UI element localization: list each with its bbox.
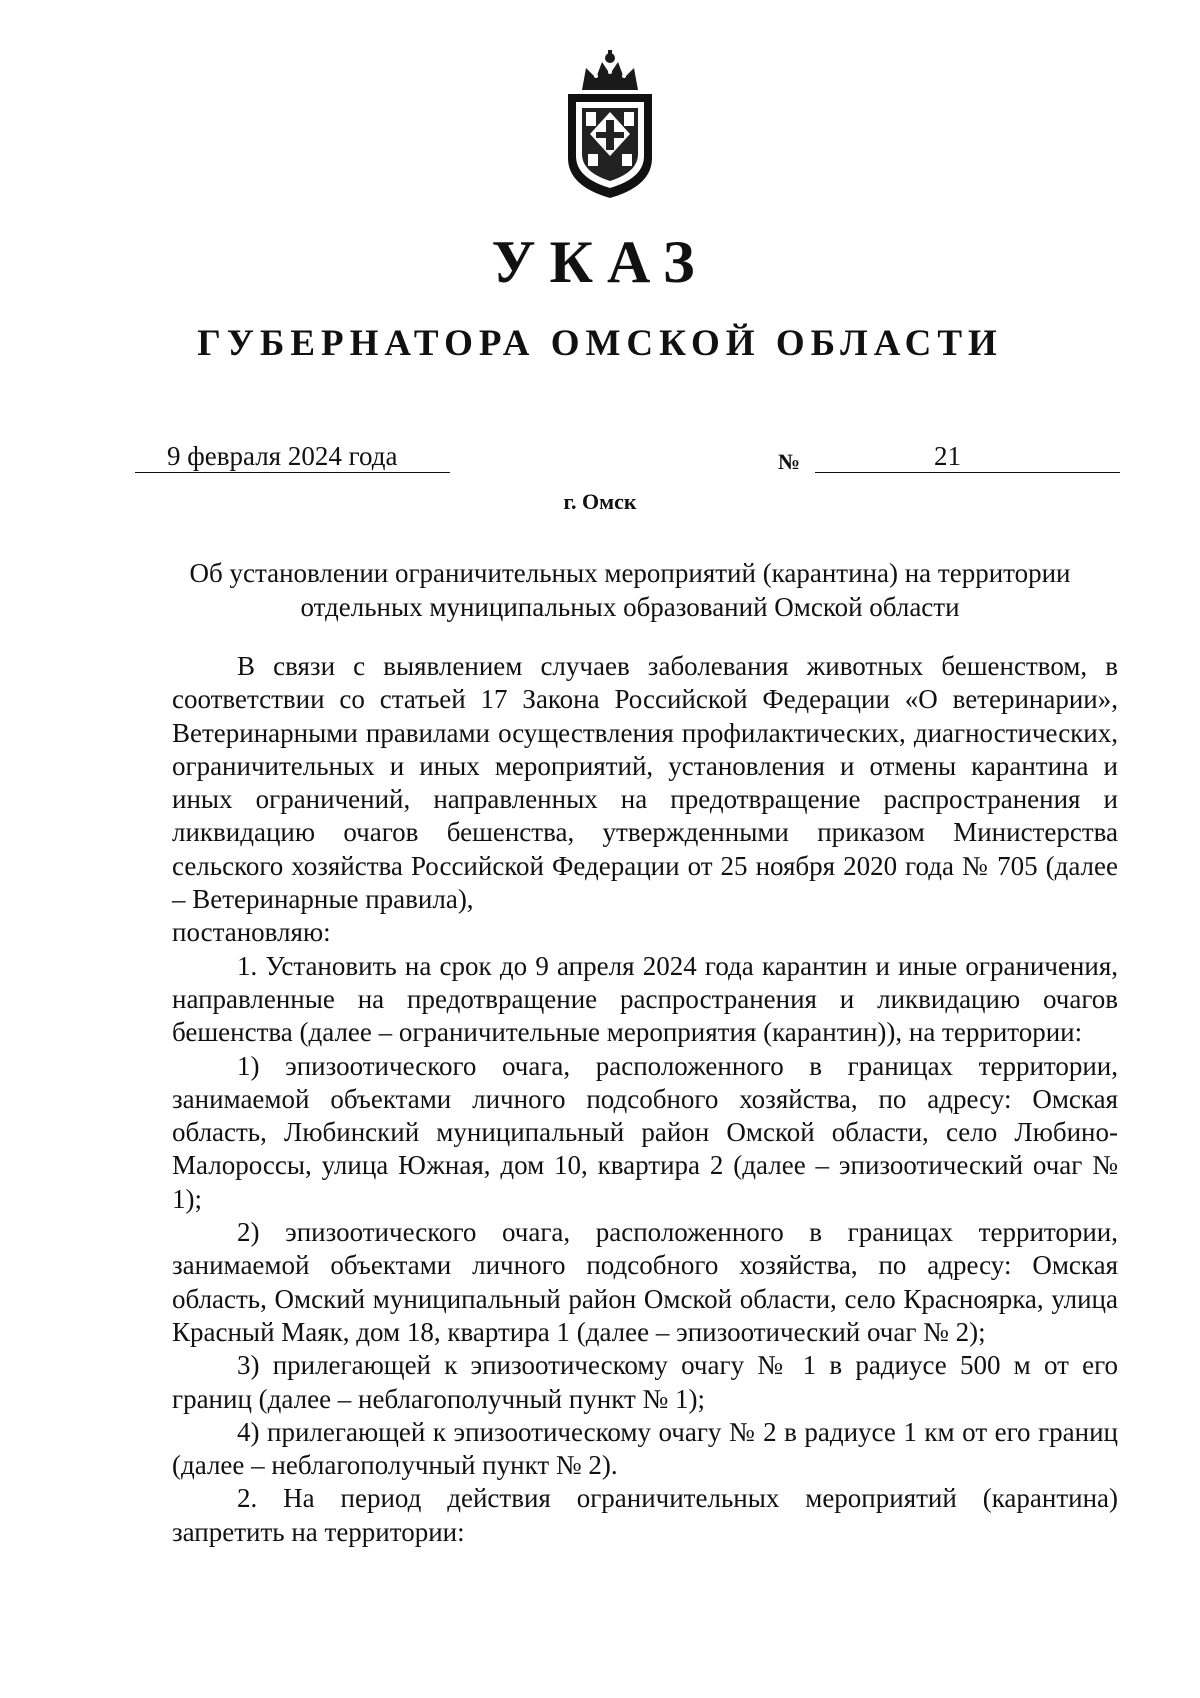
city-name: г. Омск bbox=[563, 489, 637, 514]
crown-icon bbox=[582, 50, 638, 90]
date-field bbox=[135, 440, 450, 473]
paragraph-preamble: В связи с выявлением случаев заболевания животных бешенством, в соответствии со статьей 17 Закона Российской Федерации «О ветеринарии», Ветеринарными правилами осуществления профилактических, диагностических, ограничительных и иных мероприятий, установления и отмены карантина и иных ограничений, направленных на предотвращение распространения и ликвидацию очагов бешенства, утвержденными приказом Министерства сельского хозяйства Российской Федерации от 25 ноября 2020 года № 705 (далее – Ветеринарные правила), bbox=[172, 651, 1118, 915]
document-subtitle: ГУБЕРНАТОРА ОМСКОЙ ОБЛАСТИ bbox=[197, 323, 1003, 364]
paragraph-decree: постановляю: bbox=[172, 917, 331, 948]
number-label: № bbox=[778, 449, 801, 474]
document-body bbox=[172, 650, 1118, 1549]
paragraph-item-1: 1. Установить на срок до 9 апреля 2024 года карантин и иные ограничения, направленные на предотвращение распространения и ликвидацию очагов бешенства (далее – ограничительные мероприятия (карантин)), на территории: bbox=[172, 950, 1118, 1048]
number-value: 21 bbox=[934, 441, 961, 471]
coat-of-arms-emblem bbox=[550, 50, 670, 200]
number-field bbox=[815, 440, 1120, 473]
paragraph-subitem-3: 3) прилегающей к эпизоотическому очагу № 1 в радиусе 500 м от его границ (далее – неблагополучный пункт № 1); bbox=[172, 1350, 1118, 1414]
paragraph-subitem-4: 4) прилегающей к эпизоотическому очагу № 2 в радиусе 1 км от его границ (далее – неблагополучный пункт № 2). bbox=[172, 1416, 1118, 1481]
document-title: УКАЗ bbox=[491, 229, 709, 295]
shield-icon bbox=[568, 94, 652, 198]
date-value: 9 февраля 2024 года bbox=[167, 441, 398, 471]
paragraph-subitem-1: 1) эпизоотического очага, расположенного в границах территории, занимаемой объектами личного подсобного хозяйства, по адресу: Омская область, Любинский муниципальный район Омской области, село Любино-Малороссы, улица Южная, дом 10, квартира 2 (далее – эпизоотический очаг № 1); bbox=[172, 1050, 1118, 1214]
document-heading: Об установлении ограничительных мероприятий (карантина) на территории отдельных муниципальных образований Омской области bbox=[189, 558, 1071, 622]
paragraph-subitem-2: 2) эпизоотического очага, расположенного в границах территории, занимаемой объектами личного подсобного хозяйства, по адресу: Омская область, Омский муниципальный район Омской области, село Красноярка, улица Красный Маяк, дом 18, квартира 1 (далее – эпизоотический очаг № 2); bbox=[172, 1217, 1118, 1347]
paragraph-item-2: 2. На период действия ограничительных мероприятий (карантина) запретить на территории: bbox=[172, 1483, 1118, 1547]
